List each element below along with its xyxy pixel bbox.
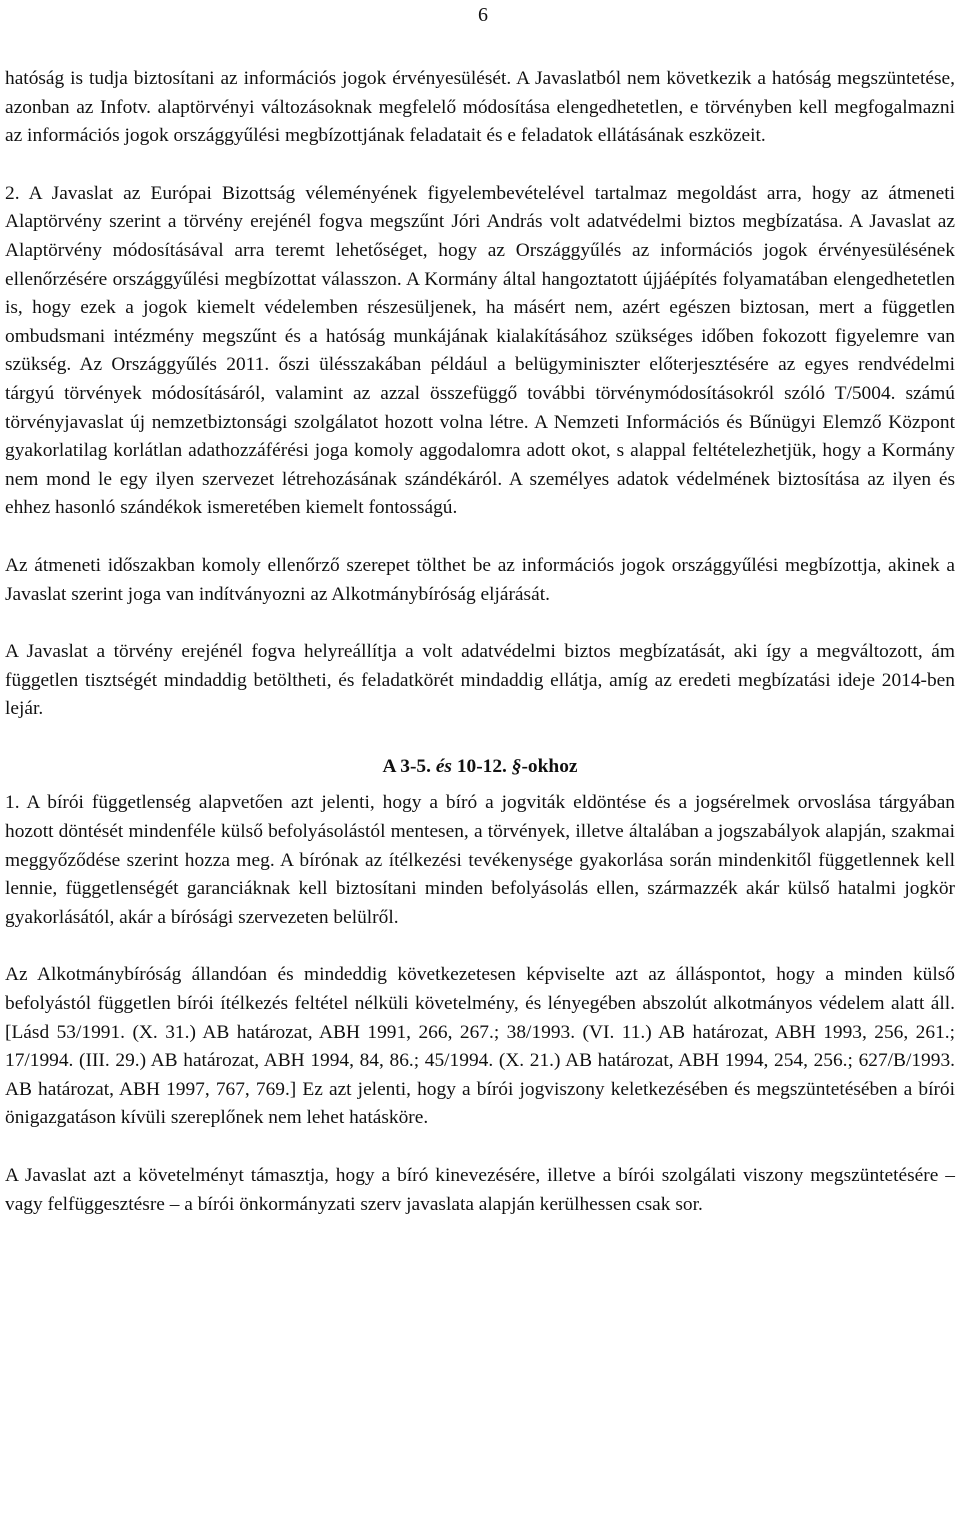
section-heading-middle: 10-12. [451, 755, 512, 777]
section-heading-suffix: -okhoz [521, 755, 578, 777]
page-number: 6 [478, 4, 488, 26]
section-heading-italic: és [435, 755, 452, 777]
section-sign: § [511, 755, 522, 777]
section-heading-prefix: A 3-5. [382, 755, 436, 777]
section-heading [5, 753, 955, 782]
paragraph-7: A Javaslat azt a követelményt támasztja, hogy a bíró kinevezésére, illetve a bírói szolgálati viszony megszüntetésére – vagy felfüggesztésre – a bírói önkormányzati szerv javaslata alapján kerülhessen csak sor. [5, 1165, 955, 1215]
paragraph-4: A Javaslat a törvény erejénél fogva helyreállítja a volt adatvédelmi biztos megbízatását, aki így a megváltozott, ám független tisztségét mindaddig betöltheti, és feladatkörét mindaddig ellátja, amíg az eredeti megbízatási ideje 2014-ben lejár. [5, 641, 955, 720]
document-body [5, 65, 955, 1219]
paragraph-1: hatóság is tudja biztosítani az információs jogok érvényesülését. A Javaslatból nem következik a hatóság megszüntetése, azonban az Infotv. alaptörvényi változásoknak megfelelő módosítása elengedhetetlen, e törvényben kell megfogalmazni az információs jogok országgyűlési megbízottjának feladatait és e feladatok ellátásának eszközeit. [5, 68, 955, 147]
paragraph-2: 2. A Javaslat az Európai Bizottság véleményének figyelembevételével tartalmaz megoldást arra, hogy az átmeneti Alaptörvény szerint a törvény erejénél fogva megszűnt Jóri András volt adatvédelmi biztos megbízatása. A Javaslat az Alaptörvény módosításával arra teremt lehetőséget, hogy az Országgyűlés az információs jogok érvényesülésének ellenőrzésére országgyűlési megbízottat válasszon. A Kormány által hangoztatott újjáépítés folyamatában elengedhetetlen is, hogy ezek a jogok kiemelt védelemben részesüljenek, ha másért nem, azért egészen biztosan, mert a független ombudsmani intézmény megszűnt és a hatóság munkájának kialakításához szükséges időben fokozott figyelemre van szükség. Az Országgyűlés 2011. őszi ülésszakában például a belügyminiszter előterjesztésére az egyes rendvédelmi tárgyú törvények módosításáról, valamint az azzal összefüggő további törvénymódosításokról szóló T/5004. számú törvényjavaslat új nemzetbiztonsági szolgálatot hozott volna létre. A Nemzeti Információs és Bűnügyi Elemző Központ gyakorlatilag korlátlan adathozzáférési joga komoly aggodalomra adott okot, s alappal feltételezhetjük, hogy a Kormány nem mond le egy ilyen szervezet létrehozásának szándékáról. A személyes adatok védelmének biztosítása az ilyen és ehhez hasonló szándékok ismeretében kiemelt fontosságú. [5, 182, 955, 519]
paragraph-3: Az átmeneti időszakban komoly ellenőrző szerepet tölthet be az információs jogok országgyűlési megbízottja, akinek a Javaslat szerint joga van indítványozni az Alkotmánybíróság eljárását. [5, 554, 955, 605]
paragraph-5: 1. A bírói függetlenség alapvetően azt jelenti, hogy a bíró a jogviták eldöntése és a jogsérelmek orvoslása tárgyában hozott döntését mindenféle külső befolyásolástól mentesen, a törvények, illetve általában a jogszabályok alapján, szakmai meggyőződése szerint hozza meg. A bírónak az ítélkezési tevékenysége gyakorlása során mindenkitől függetlennek kell lennie, függetlenségét garanciáknak kell biztosítani minden befolyásolás ellen, származzék akár külső hatalmi jogkör gyakorlásától, akár a bírósági szervezeten belülről. [5, 792, 955, 928]
paragraph-6: Az Alkotmánybíróság állandóan és mindeddig következetesen képviselte azt az álláspontot, hogy a minden külső befolyástól független bírói ítélkezés feltétel nélküli követelmény, és lényegében abszolút alkotmányos védelem alatt áll. [Lásd 53/1991. (X. 31.) AB határozat, ABH 1991, 266, 267.; 38/1993. (VI. 11.) AB határozat, ABH 1993, 256, 261.; 17/1994. (III. 29.) AB határozat, ABH 1994, 84, 86.; 45/1994. (X. 21.) AB határozat, ABH 1994, 254, 256.; 627/B/1993. AB határozat, ABH 1997, 767, 769.] Ez azt jelenti, hogy a bírói jogviszony keletkezésében és megszüntetésében a bírói önigazgatáson kívüli szereplőnek nem lehet hatásköre. [5, 964, 955, 1129]
